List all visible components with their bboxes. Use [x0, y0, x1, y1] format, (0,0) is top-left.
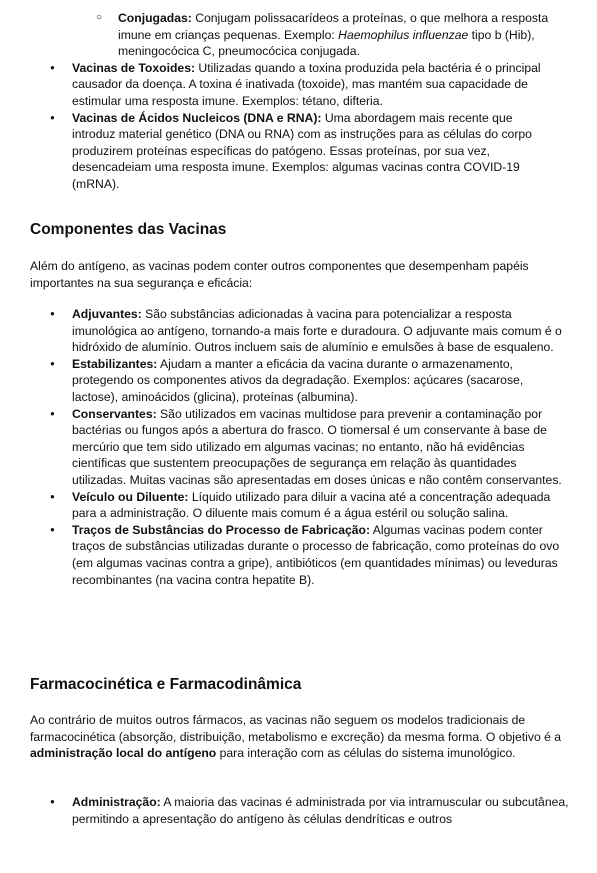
list-item — [30, 522, 570, 588]
intro-text: Ao contrário de muitos outros fármacos, as vacinas não seguem os modelos tradicionais de farmacocinética (absorção, distribuição, metabolismo e excreção) da mesma forma. O objetivo é a — [30, 713, 562, 744]
item-label: Vacinas de Ácidos Nucleicos (DNA e RNA): — [72, 110, 322, 125]
item-label: Traços de Substâncias do Processo de Fabricação: — [72, 522, 371, 537]
list-item — [30, 406, 570, 489]
intro-text: para interação com as células do sistema imunológico. — [216, 746, 516, 761]
item-text: Líquido utilizado para diluir a vacina até a concentração adequada para a administração. O diluente mais comum é a água estéril ou solução salina. — [72, 489, 551, 521]
item-label: Conservantes: — [72, 406, 157, 421]
item-text: Uma abordagem mais recente que introduz material genético (DNA ou RNA) com as instruções para as células do corpo produzirem proteínas específicas do patógeno. Essas proteínas, por sua vez, desencadeiam uma resposta imune. Exemplos: algumas vacinas contra COVID-19 (mRNA). — [72, 110, 532, 191]
item-text: São utilizados em vacinas multidose para prevenir a contaminação por bactérias ou fungos após a abertura do frasco. O tiomersal é um conservante à base de mercúrio que tem sido utilizado em algumas vacinas; no entanto, não há evidências científicas que sustentem preocupações de segurança em relação às quantidades utilizadas. Muitas vacinas são apresentadas em doses únicas e não contêm conservantes. — [72, 406, 562, 487]
item-label: Estabilizantes: — [72, 356, 158, 371]
sub-list — [118, 10, 558, 60]
section-heading: Componentes das Vacinas — [30, 221, 227, 238]
item-text: tipo b (Hib), meningocócica C, pneumocócica conjugada. — [118, 27, 535, 59]
section-intro: Além do antígeno, as vacinas podem conter outros componentes que desempenham papéis importantes na sua segurança e eficácia: — [30, 259, 529, 290]
item-label: Vacinas de Toxoides: — [72, 60, 196, 75]
item-text: Algumas vacinas podem conter traços de substâncias utilizadas durante o processo de fabricação, como proteínas do ovo (em algumas vacinas contra a gripe), antibióticos (em quantidades mínimas) ou leveduras recombinantes (na vacina contra hepatite B). — [72, 522, 560, 587]
item-text: Utilizadas quando a toxina produzida pela bactéria é o principal causador da doença. A toxina é inativada (toxoide), mas mantém sua capacidade de estimular uma resposta imune. Exemplos: tétano, difteria. — [72, 60, 541, 108]
top-continuation — [30, 10, 590, 193]
list-item — [30, 489, 570, 522]
list-item — [30, 794, 570, 827]
components-list — [30, 306, 570, 588]
item-label: Veículo ou Diluente: — [72, 489, 189, 504]
section-heading: Farmacocinética e Farmacodinâmica — [30, 676, 302, 693]
item-label: Conjugadas: — [118, 11, 192, 25]
item-italic-text: Haemophilus influenzae — [338, 27, 469, 42]
section-intro — [30, 712, 578, 762]
list-item — [30, 60, 558, 110]
list-item — [30, 306, 570, 356]
bullet-list — [30, 60, 558, 193]
intro-bold-text: administração local do antígeno — [30, 746, 217, 761]
list-item — [30, 356, 570, 406]
item-text: São substâncias adicionadas à vacina para potencializar a resposta imunológica ao antígeno, tornando-a mais forte e duradoura. O adjuvante mais comum é o hidróxido de alumínio. Outros incluem sais de alumínio e emulsões à base de esqualeno. — [72, 307, 562, 355]
item-label: Administração: — [72, 795, 161, 809]
list-item — [30, 110, 558, 193]
item-text: A maioria das vacinas é administrada por via intramuscular ou subcutânea, permitindo a apresentação do antígeno às células dendríticas e outros — [72, 795, 569, 826]
item-label: Adjuvantes: — [72, 307, 142, 321]
pk-list — [30, 794, 570, 827]
item-text: Ajudam a manter a eficácia da vacina durante o armazenamento, protegendo os componentes ativos da degradação. Exemplos: açúcares (sacarose, lactose), aminoácidos (glicina), proteínas (albumina). — [72, 356, 524, 404]
item-text: Conjugam polissacarídeos a proteínas, o que melhora a resposta imune em crianças pequenas. Exemplo: — [118, 11, 549, 42]
sub-list-item-conjugadas — [118, 10, 558, 60]
